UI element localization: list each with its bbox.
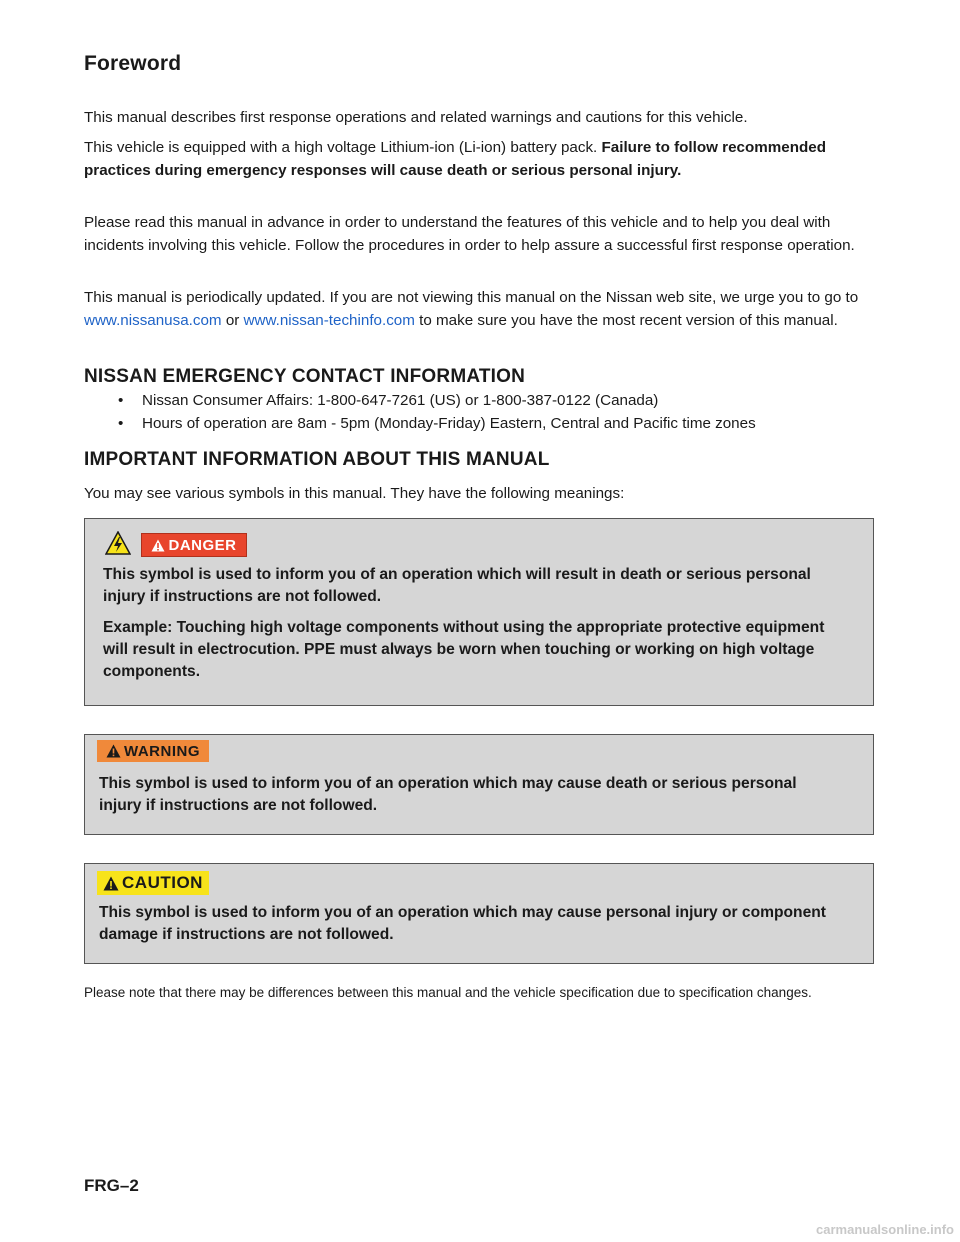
high-voltage-icon — [105, 531, 131, 555]
caution-description: This symbol is used to inform you of an operation which may cause personal injury or component damage if instructions are not followed. — [99, 904, 826, 943]
battery-text: This vehicle is equipped with a high voltage Lithium-ion (Li-ion) battery pack. — [84, 139, 602, 156]
watermark: carmanualsonline.info — [816, 1222, 954, 1237]
intro-paragraph: This manual describes first response operations and related warnings and cautions for this vehicle. — [84, 109, 748, 126]
danger-description: This symbol is used to inform you of an operation which will result in death or serious personal injury if instructions are not followed. — [103, 566, 811, 605]
caution-label-text: CAUTION — [122, 873, 203, 892]
danger-label-text: DANGER — [168, 536, 237, 554]
danger-box — [84, 518, 874, 706]
page-title: Foreword — [84, 52, 182, 75]
emergency-contact-list — [114, 389, 874, 435]
read-manual-paragraph: Please read this manual in advance in order to understand the features of this vehicle and to help you deal with incidents involving this vehicle. Follow the procedures in order to help assure a successful first response operation. — [84, 214, 855, 254]
specification-note: Please note that there may be differences between this manual and the vehicle specification due to specification changes. — [84, 985, 812, 1000]
bullet-dot: • — [118, 392, 124, 409]
symbols-intro: You may see various symbols in this manual. They have the following meanings: — [84, 485, 625, 502]
updates-text-c: to make sure you have the most recent version of this manual. — [414, 312, 838, 329]
hours-item: Hours of operation are 8am - 5pm (Monday-Friday) Eastern, Central and Pacific time zones — [142, 415, 756, 432]
updates-text-a: This manual is periodically updated. If you are not viewing this manual on the Nissan web site, we urge you to go to — [84, 289, 859, 306]
emergency-contact-heading: NISSAN EMERGENCY CONTACT INFORMATION — [84, 366, 526, 387]
updates-text-b: or — [221, 312, 244, 329]
caution-label — [97, 871, 209, 895]
bullet-dot: • — [118, 415, 124, 432]
updates-paragraph — [84, 286, 874, 332]
list-item — [114, 412, 874, 435]
nissanusa-link[interactable]: www.nissanusa.com — [84, 312, 222, 329]
list-item — [114, 389, 874, 412]
warning-triangle-icon — [103, 876, 119, 891]
warning-box — [84, 734, 874, 835]
warning-label-text: WARNING — [124, 742, 200, 760]
danger-label — [141, 533, 247, 557]
consumer-affairs-item: Nissan Consumer Affairs: 1-800-647-7261 (US) or 1-800-387-0122 (Canada) — [142, 392, 659, 409]
nissan-techinfo-link[interactable]: www.nissan-techinfo.com — [243, 312, 415, 329]
warning-triangle-icon — [106, 744, 121, 758]
important-info-heading: IMPORTANT INFORMATION ABOUT THIS MANUAL — [84, 449, 550, 470]
battery-warning-text: Failure to follow recommended practices during emergency responses will cause death or serious personal injury. — [84, 139, 826, 179]
warning-description: This symbol is used to inform you of an operation which may cause death or serious personal injury if instructions are not followed. — [99, 775, 797, 814]
danger-example: Example: Touching high voltage components without using the appropriate protective equipment will result in electrocution. PPE must always be worn when touching or working on high voltage components. — [103, 619, 825, 680]
warning-triangle-icon — [151, 539, 165, 552]
page-number: FRG–2 — [84, 1176, 139, 1195]
battery-paragraph — [84, 136, 874, 182]
caution-box — [84, 863, 874, 964]
warning-label — [97, 740, 209, 762]
